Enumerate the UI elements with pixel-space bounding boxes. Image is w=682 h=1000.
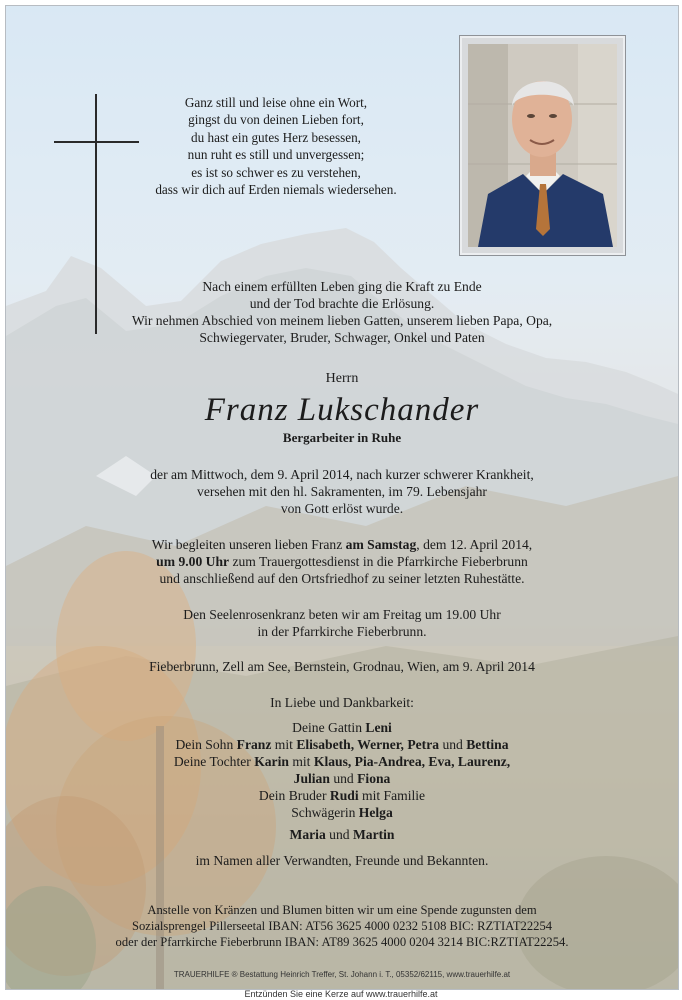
mourner-name: Elisabeth, Werner, Petra [296, 737, 440, 752]
mourner-line [6, 736, 678, 754]
mourner-name: Martin [352, 827, 395, 842]
mourner-name: Leni [365, 720, 392, 735]
candle-link[interactable]: Entzünden Sie eine Kerze auf www.trauerhilfe.at [244, 989, 438, 999]
death-line: der am Mittwoch, dem 9. April 2014, nach kurzer schwerer Krankheit, [150, 467, 534, 482]
poem-line: es ist so schwer es zu verstehen, [191, 164, 361, 180]
intro-line: Schwiegervater, Bruder, Schwager, Onkel und Paten [199, 330, 485, 345]
death-line: versehen mit den hl. Sakramenten, im 79. Lebensjahr [197, 484, 487, 499]
mourner-name: Franz [236, 737, 272, 752]
funeral-text: zum Trauergottesdienst in die Pfarrkirche Fieberbrunn [229, 554, 528, 569]
funeral-line: und anschließend auf den Ortsfriedhof zu seiner letzten Ruhestätte. [159, 571, 525, 586]
mourner-relation: Dein Bruder [258, 788, 330, 803]
mourner-relation: Deine Tochter [173, 754, 255, 769]
deceased-name: Franz Lukschander [204, 392, 480, 428]
mourner-line [6, 787, 678, 805]
closing-line: im Namen aller Verwandten, Freunde und Bekannten. [195, 853, 489, 868]
mourner-name: Julian [293, 771, 330, 786]
mourner-name: Karin [254, 754, 289, 769]
funeral-line [6, 536, 678, 554]
obituary-card [5, 5, 679, 990]
donation-line: Anstelle von Kränzen und Blumen bitten wir um eine Spende zugunsten dem [147, 903, 537, 917]
mourners-heading: In Liebe und Dankbarkeit: [270, 695, 414, 710]
poem-line: Ganz still und leise ohne ein Wort, [184, 95, 368, 110]
mourner-name: Fiona [357, 771, 391, 786]
rosary-line: Den Seelenrosenkranz beten wir am Freitag um 19.00 Uhr [183, 607, 501, 622]
funeral-line [6, 553, 678, 571]
mourner-relation: Dein Sohn [175, 737, 237, 752]
mourner-conj: und [439, 737, 467, 752]
deceased-title: Bergarbeiter in Ruhe [282, 430, 402, 445]
mourner-name: Rudi [329, 788, 359, 803]
mourner-name: Klaus, Pia-Andrea, Eva, Laurenz, [313, 754, 511, 769]
mourner-relation: Schwägerin [291, 805, 359, 820]
funeral-date: , dem 12. April 2014, [416, 537, 533, 552]
donation-line: Sozialsprengel Pillerseetal IBAN: AT56 3625 4000 0232 5108 BIC: RZTIAT22254 [131, 919, 553, 933]
intro-line: Nach einem erfüllten Leben ging die Kraft zu Ende [202, 279, 482, 294]
poem-line: nun ruht es still und unvergessen; [187, 147, 365, 163]
intro-line: Wir nehmen Abschied von meinem lieben Gatten, unserem lieben Papa, Opa, [131, 313, 553, 328]
mourner-relation: Deine Gattin [292, 720, 366, 735]
mourner-line [6, 826, 678, 844]
mourner-line [6, 753, 678, 771]
rosary-line: in der Pfarrkirche Fieberbrunn. [257, 624, 427, 639]
mourner-conj: und [329, 771, 358, 786]
portrait-photo [468, 44, 617, 247]
portrait-frame [459, 35, 626, 256]
mourner-conj: und [325, 827, 353, 842]
poem [126, 94, 426, 198]
mourner-line [6, 770, 678, 788]
mourner-name: Helga [358, 805, 393, 820]
death-line: von Gott erlöst wurde. [280, 501, 404, 516]
funeral-text: Wir begleiten unseren lieben Franz [151, 537, 346, 552]
mourner-conj: mit [288, 754, 314, 769]
salutation: Herrn [325, 371, 359, 386]
mourner-line [6, 804, 678, 822]
donation-line: oder der Pfarrkirche Fieberbrunn IBAN: AT89 3625 4000 0204 3214 BIC:RZTIAT22254. [115, 935, 569, 949]
funeral-home-footer: TRAUERHILFE ® Bestattung Heinrich Treffer, St. Johann i. T., 05352/62115, www.trauerhilfe.at [173, 970, 511, 979]
place-date: Fieberbrunn, Zell am See, Bernstein, Grodnau, Wien, am 9. April 2014 [149, 659, 535, 674]
mourner-conj: mit [271, 737, 297, 752]
intro-line: und der Tod brachte die Erlösung. [249, 296, 435, 311]
mourner-name: Bettina [466, 737, 509, 752]
poem-line: gingst du von deinen Lieben fort, [188, 112, 364, 128]
funeral-day: am Samstag [345, 537, 417, 552]
poem-line: du hast ein gutes Herz besessen, [191, 129, 361, 145]
funeral-time: um 9.00 Uhr [156, 554, 230, 569]
mourner-name: Maria [289, 827, 326, 842]
mourner-line [6, 719, 678, 737]
mourner-relation: mit Familie [358, 788, 426, 803]
poem-line: dass wir dich auf Erden niemals wiedersehen. [155, 182, 397, 198]
